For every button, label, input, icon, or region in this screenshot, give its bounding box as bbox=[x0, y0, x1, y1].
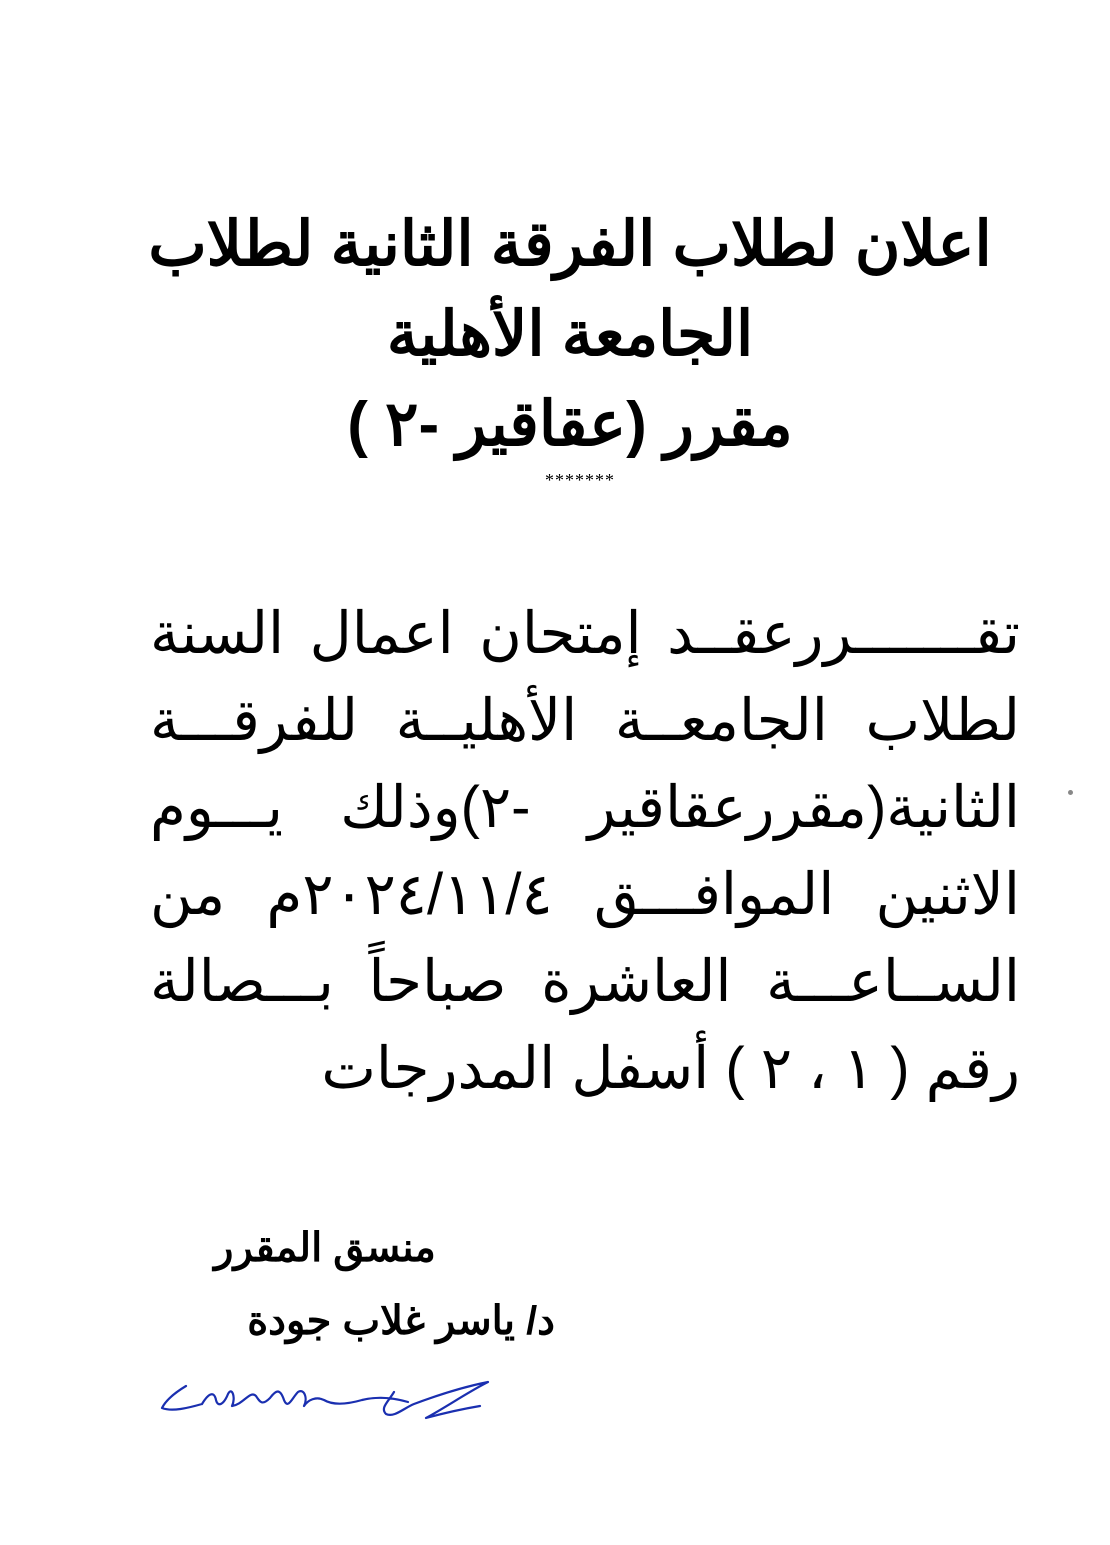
coordinator-role: منسق المقرر bbox=[214, 1226, 436, 1270]
handwritten-signature bbox=[158, 1378, 498, 1438]
body-line: الاثنين الموافـــق ٢٠٢٤/١١/٤م من bbox=[150, 862, 1021, 927]
body-line: الســاعـــة العاشرة صباحاً بـــصالة bbox=[150, 949, 1020, 1014]
title-line-2: الجامعة الأهلية bbox=[386, 300, 754, 369]
scan-speck bbox=[1068, 790, 1073, 795]
title-line-1: اعلان لطلاب الفرقة الثانية لطلاب bbox=[148, 210, 992, 279]
body-line: الثانية(مقررعقاقير -٢)وذلك يـــوم bbox=[150, 775, 1020, 840]
announcement-body bbox=[150, 590, 1020, 1112]
body-line: تقـــــــررعقــد إمتحان اعمال السنة bbox=[150, 601, 1020, 666]
separator: ******* bbox=[545, 470, 615, 490]
body-line: لطلاب الجامعــة الأهليــة للفرقـــة bbox=[150, 688, 1020, 753]
title-line-3: مقرر (عقاقير -٢ ) bbox=[347, 390, 793, 459]
coordinator-name: د/ ياسر غلاب جودة bbox=[247, 1299, 555, 1343]
body-line: رقم ( ١ ، ٢ ) أسفل المدرجات bbox=[321, 1036, 1020, 1101]
